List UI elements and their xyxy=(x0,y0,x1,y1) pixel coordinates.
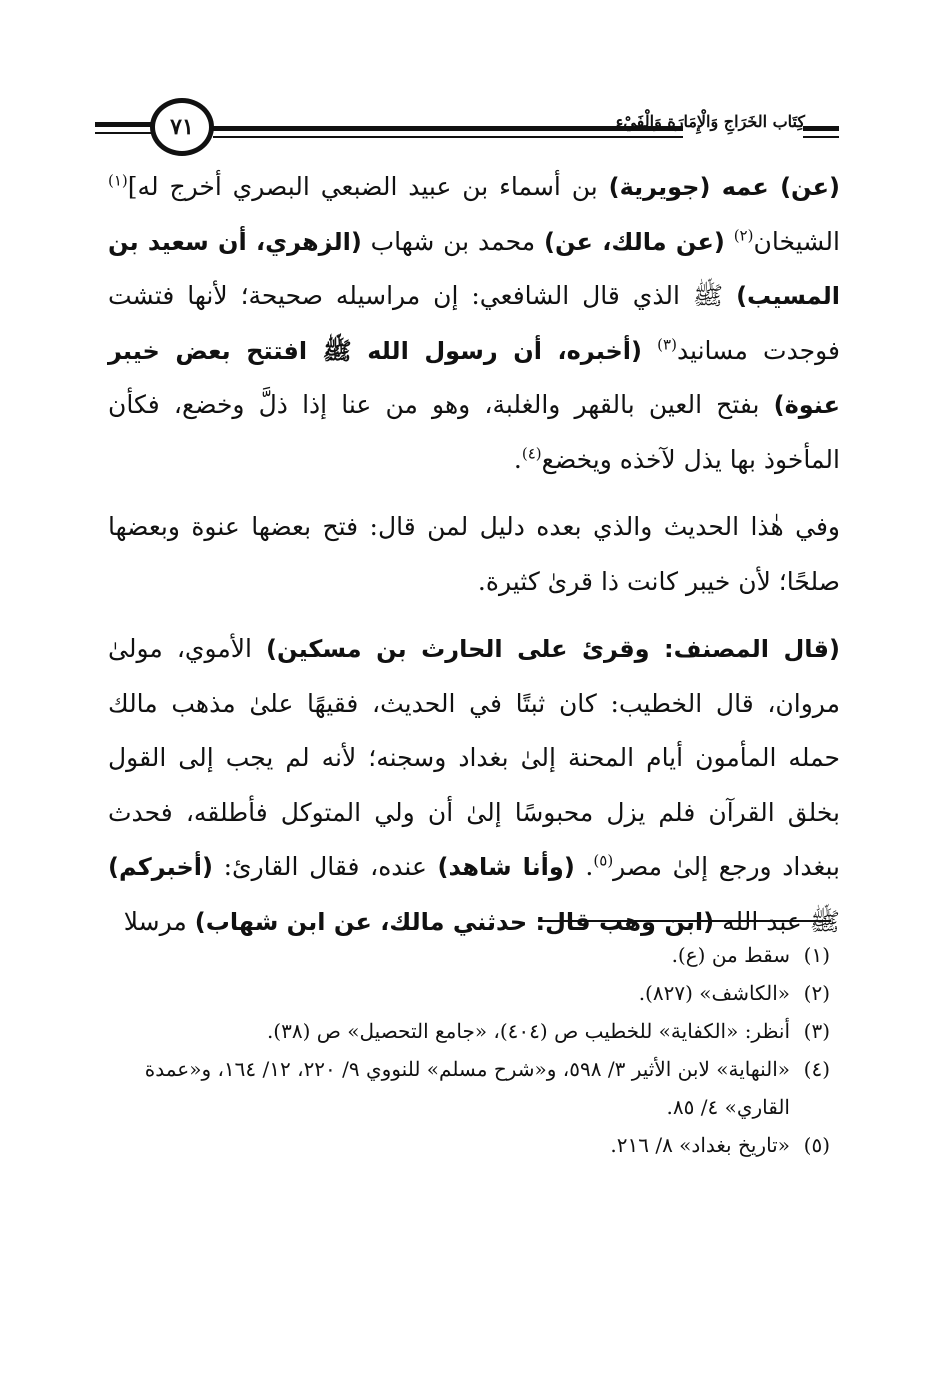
footnote-text: «الكاشف» (٨٢٧). xyxy=(638,981,790,1005)
paragraph-1 xyxy=(108,160,840,487)
bold-phrase: (ابن وهب قال: حدثني مالك، عن ابن شهاب) xyxy=(194,907,715,936)
footnote-text: «تاريخ بغداد» ٨/ ٢١٦. xyxy=(610,1133,790,1157)
text-run: مرسلا xyxy=(123,906,195,936)
footnote xyxy=(108,974,830,1012)
bold-phrase: (عن) عمه xyxy=(710,173,840,201)
text-run: ﷺ الذي قال الشافعي: إن مراسيله صحيحة؛ لأنها فتشت فوجدت مسانيد xyxy=(108,281,841,365)
header-rule xyxy=(95,132,155,134)
page-header xyxy=(95,98,839,160)
footnote-number: (٤) xyxy=(803,1057,830,1081)
bold-phrase: (الزهري، أن سعيد بن المسيب) xyxy=(108,227,840,310)
page-number-badge xyxy=(150,98,214,156)
text-run: بفتح العين بالقهر والغلبة، وهو من عنا إذا ذلَّ وخضع، فكأن المأخوذ بها يذل لآخذه ويخضع xyxy=(108,390,840,474)
footnote xyxy=(108,1012,830,1050)
text-run: محمد بن شهاب xyxy=(361,226,544,256)
footnotes xyxy=(108,936,830,1164)
footnote xyxy=(108,1050,830,1126)
bold-phrase: (جويرية) xyxy=(608,173,711,201)
footnote-number: (٥) xyxy=(803,1133,830,1157)
bold-phrase: (أخبركم) xyxy=(108,853,213,881)
footnote-ref: (٥) xyxy=(593,851,614,870)
footnote-text: «النهاية» لابن الأثير ٣/ ٥٩٨، و«شرح مسلم» للنووي ٩/ ٢٢٠، ١٢/ ١٦٤، و«عمدة القاري» ٤/ ٨٥. xyxy=(144,1057,790,1119)
bold-phrase: (وأنا شاهد) xyxy=(437,853,575,881)
header-rule xyxy=(213,136,683,138)
paragraph-2: وفي هٰذا الحديث والذي بعده دليل لمن قال: فتح بعضها عنوة وبعضها صلحًا؛ لأن خيبر كانت ذا قرىٰ كثيرة. xyxy=(108,512,840,596)
footnote xyxy=(108,1126,830,1164)
footnote-text: أنظر: «الكفاية» للخطيب ص (٤٠٤)، «جامع التحصيل» ص (٣٨). xyxy=(266,1019,790,1043)
header-rule xyxy=(213,126,683,131)
footnote-ref: (٤) xyxy=(521,444,542,463)
page-number: ٧١ xyxy=(170,114,194,140)
bold-phrase: (أخبره، أن رسول الله ﷺ افتتح بعض خيبر عنوة) xyxy=(108,336,840,419)
text-run: الشيخان xyxy=(753,226,840,256)
text-run: . xyxy=(574,852,594,881)
text-run xyxy=(725,227,734,256)
footnote-number: (٣) xyxy=(803,1019,830,1043)
header-rule xyxy=(95,122,155,127)
footnote-ref: (١) xyxy=(108,171,128,190)
footnote-ref: (٢) xyxy=(733,226,754,245)
bold-phrase: (عن مالك، عن) xyxy=(543,227,725,256)
bracket: ] xyxy=(127,172,138,201)
footnote-separator xyxy=(538,920,831,922)
text-run: بن أسماء بن عبيد الضبعي البصري أخرج له xyxy=(137,172,609,201)
text-run xyxy=(642,336,657,365)
footnote-ref: (٣) xyxy=(657,335,677,354)
text-run: . xyxy=(513,444,522,474)
footnote-number: (١) xyxy=(803,943,830,967)
footnote-text: سقط من (ع). xyxy=(671,943,790,967)
footnote-number: (٢) xyxy=(803,981,830,1005)
header-rule xyxy=(803,136,839,138)
header-rule xyxy=(803,126,839,131)
footnote xyxy=(108,936,830,974)
text-run: عنده، فقال القارئ: xyxy=(212,852,438,881)
running-title: كِتَاب الخَرَاجِ وَالْإِمَارَةِ وَالْفَيْءِ xyxy=(615,112,805,131)
text-run: ﷺ عبد الله xyxy=(714,906,840,936)
main-text xyxy=(108,160,840,949)
paragraph-3 xyxy=(108,622,840,949)
bold-phrase: (قال المصنف: وقرئ على الحارث بن مسكين) xyxy=(266,635,840,663)
text-run: الأموي، مولىٰ مروان، قال الخطيب: كان ثبتًا في الحديث، فقيهًا علىٰ مذهب مالك حمله المأمون أيام المحنة إلىٰ بغداد وسجنه؛ لأنه لم يجب إلى القول بخلق القرآن فلم يزل محبوسًا إلىٰ أن ولي المتوكل فأطلقه، فحدث ببغداد ورجع إلىٰ مصر xyxy=(108,634,841,881)
